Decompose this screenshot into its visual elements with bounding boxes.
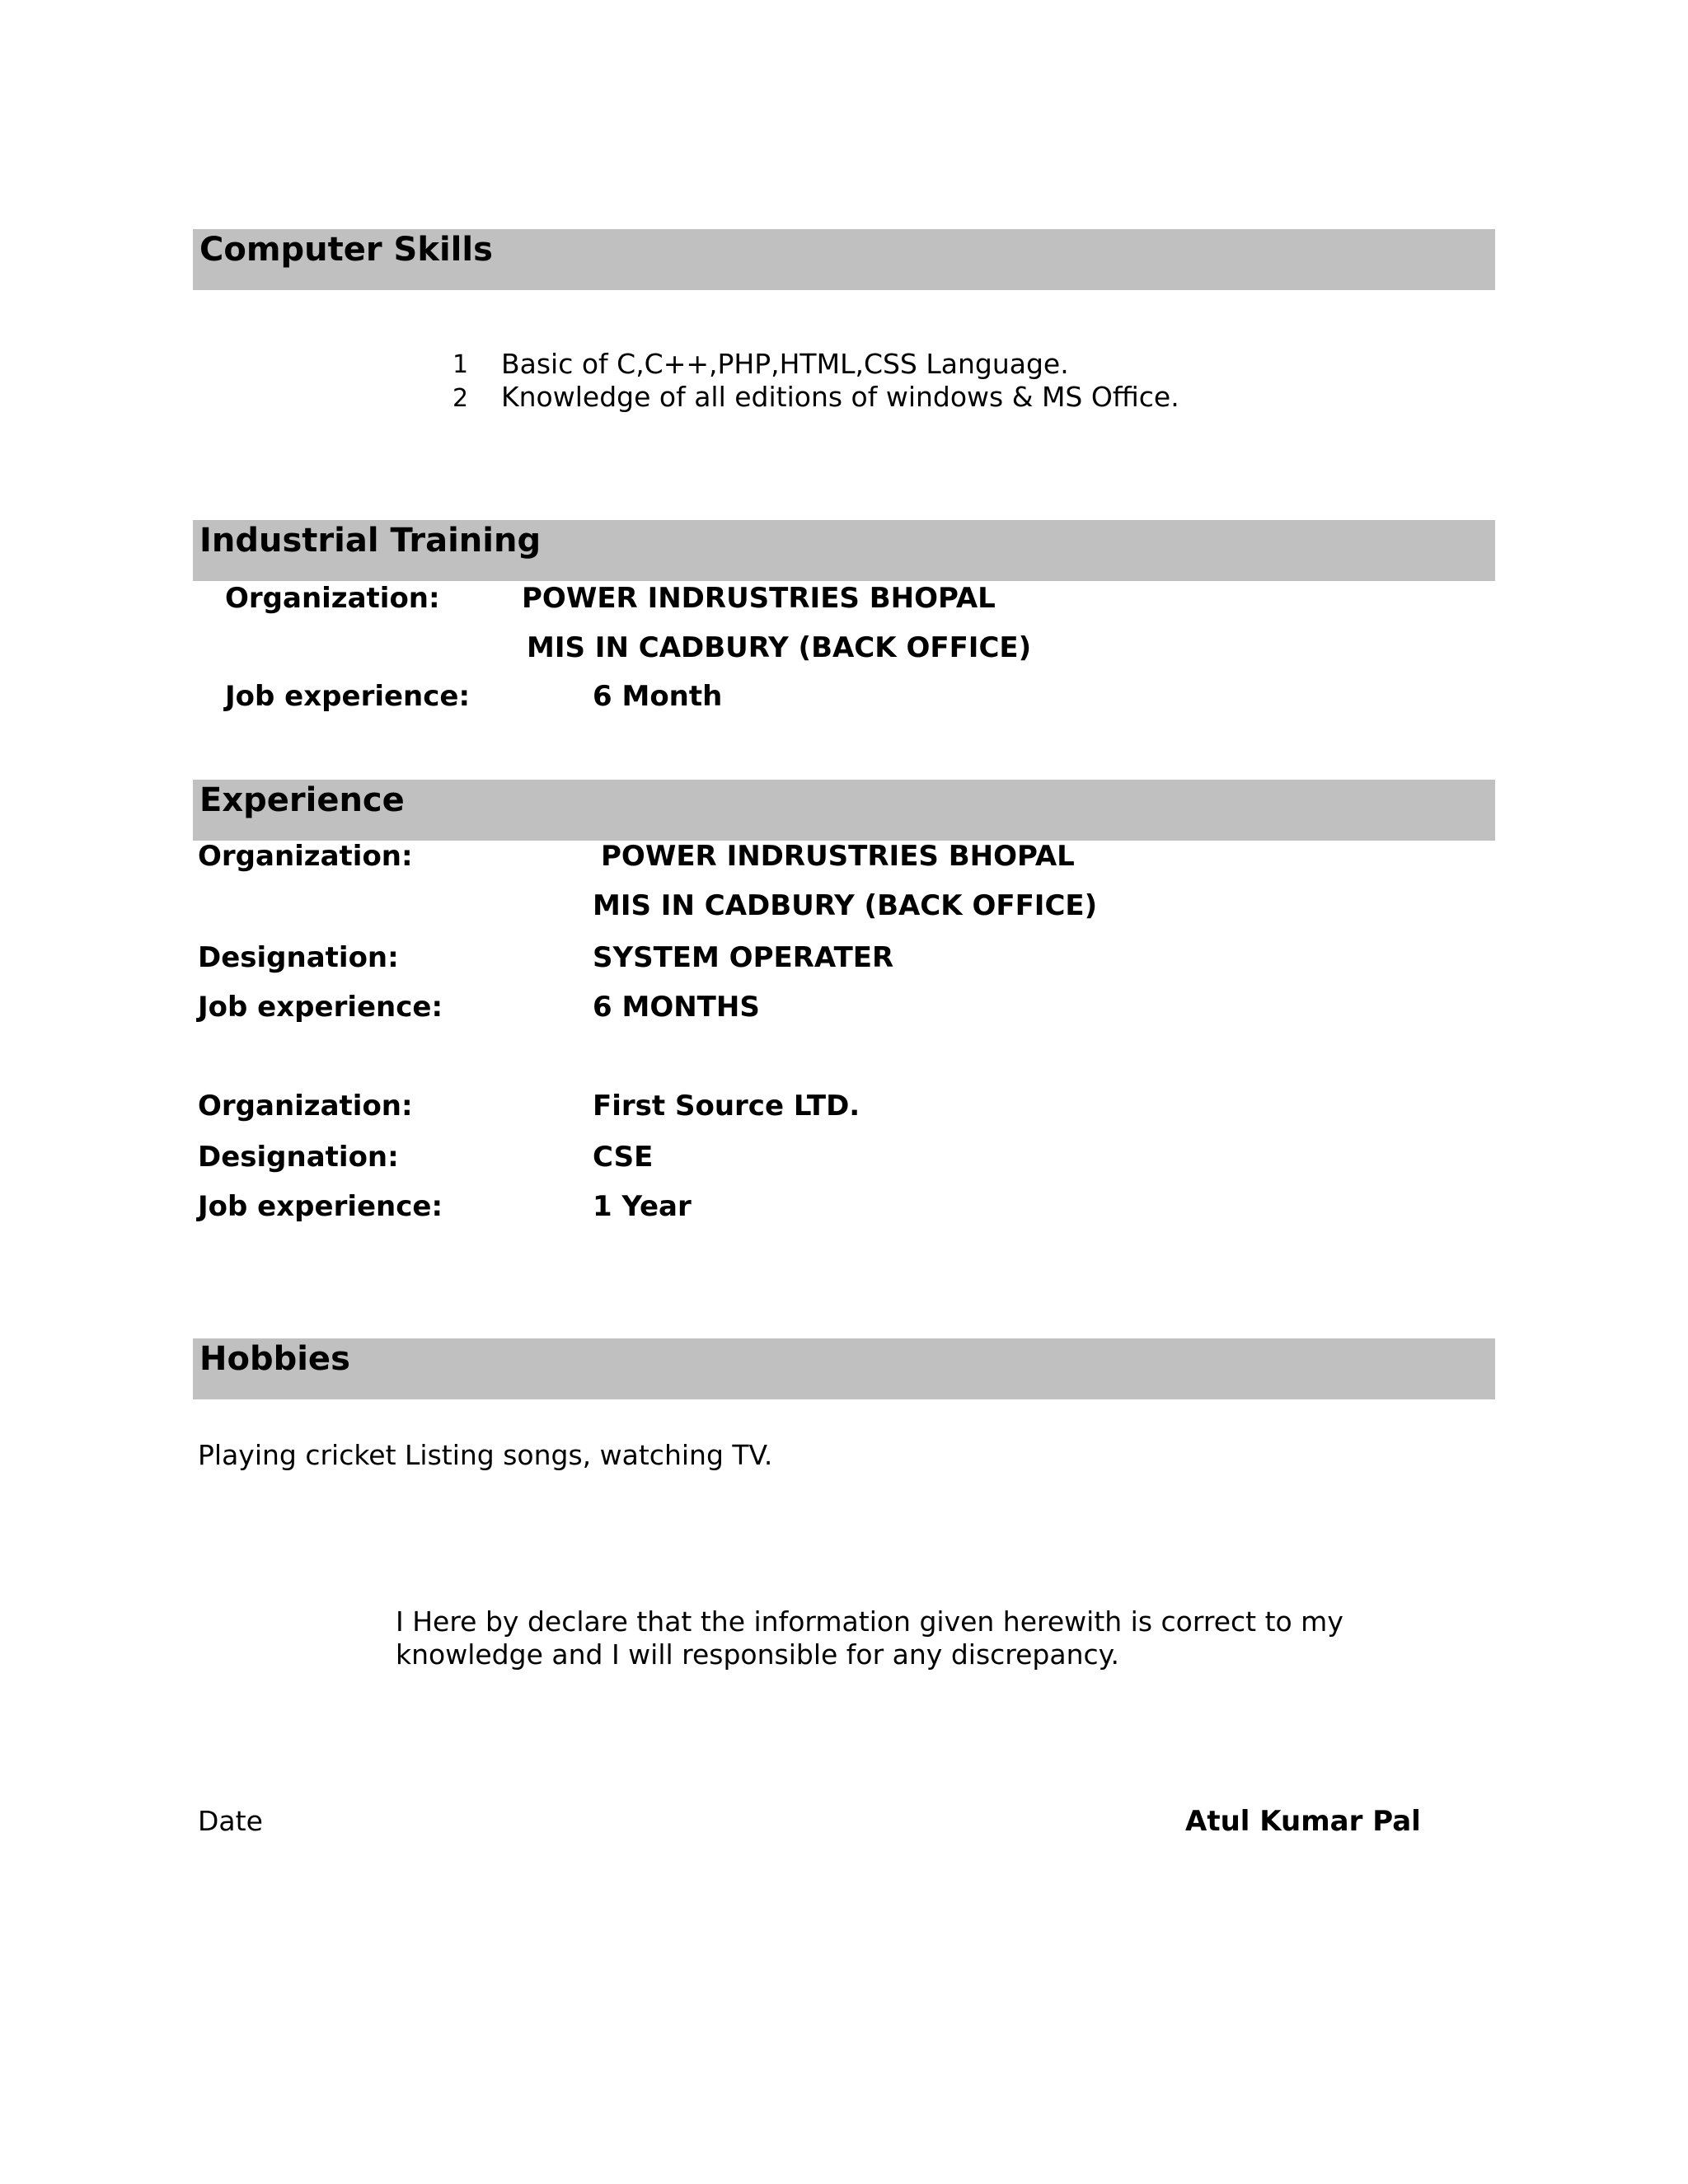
organization-label: Organization: bbox=[198, 840, 413, 873]
section-title: Computer Skills bbox=[199, 231, 493, 269]
designation-label: Designation: bbox=[198, 1141, 399, 1174]
job-experience-value: 1 Year bbox=[593, 1190, 692, 1223]
designation-value: CSE bbox=[593, 1141, 654, 1174]
list-number: 2 bbox=[452, 384, 469, 413]
computer-skills-header bbox=[193, 229, 1495, 290]
date-label: Date bbox=[198, 1805, 263, 1837]
section-title: Hobbies bbox=[199, 1340, 350, 1378]
skill-item: Knowledge of all editions of windows & MS Office. bbox=[501, 381, 1179, 413]
organization-sub: MIS IN CADBURY (BACK OFFICE) bbox=[593, 889, 1098, 922]
organization-value: POWER INDRUSTRIES BHOPAL bbox=[601, 840, 1075, 873]
declaration-line: knowledge and I will responsible for any discrepancy. bbox=[396, 1638, 1119, 1671]
job-experience-value: 6 MONTHS bbox=[593, 991, 760, 1024]
declaration-line: I Here by declare that the information given herewith is correct to my bbox=[396, 1605, 1343, 1638]
job-experience-label: Job experience: bbox=[198, 991, 443, 1024]
list-number: 1 bbox=[452, 350, 469, 379]
job-experience-label: Job experience: bbox=[225, 680, 471, 713]
job-experience-label: Job experience: bbox=[198, 1190, 443, 1223]
hobbies-header bbox=[193, 1338, 1495, 1399]
section-title: Experience bbox=[199, 781, 405, 819]
designation-value: SYSTEM OPERATER bbox=[593, 941, 894, 974]
organization-sub: MIS IN CADBURY (BACK OFFICE) bbox=[527, 631, 1032, 664]
organization-label: Organization: bbox=[225, 582, 440, 615]
hobbies-text: Playing cricket Listing songs, watching TV. bbox=[198, 1439, 773, 1471]
signature-name: Atul Kumar Pal bbox=[1185, 1805, 1421, 1838]
organization-value: First Source LTD. bbox=[593, 1090, 860, 1122]
industrial-training-header bbox=[193, 520, 1495, 581]
skill-item: Basic of C,C++,PHP,HTML,CSS Language. bbox=[501, 348, 1069, 380]
section-title: Industrial Training bbox=[199, 522, 542, 560]
organization-value: POWER INDRUSTRIES BHOPAL bbox=[522, 582, 996, 615]
experience-header bbox=[193, 780, 1495, 841]
designation-label: Designation: bbox=[198, 941, 399, 974]
job-experience-value: 6 Month bbox=[593, 680, 723, 713]
organization-label: Organization: bbox=[198, 1090, 413, 1122]
